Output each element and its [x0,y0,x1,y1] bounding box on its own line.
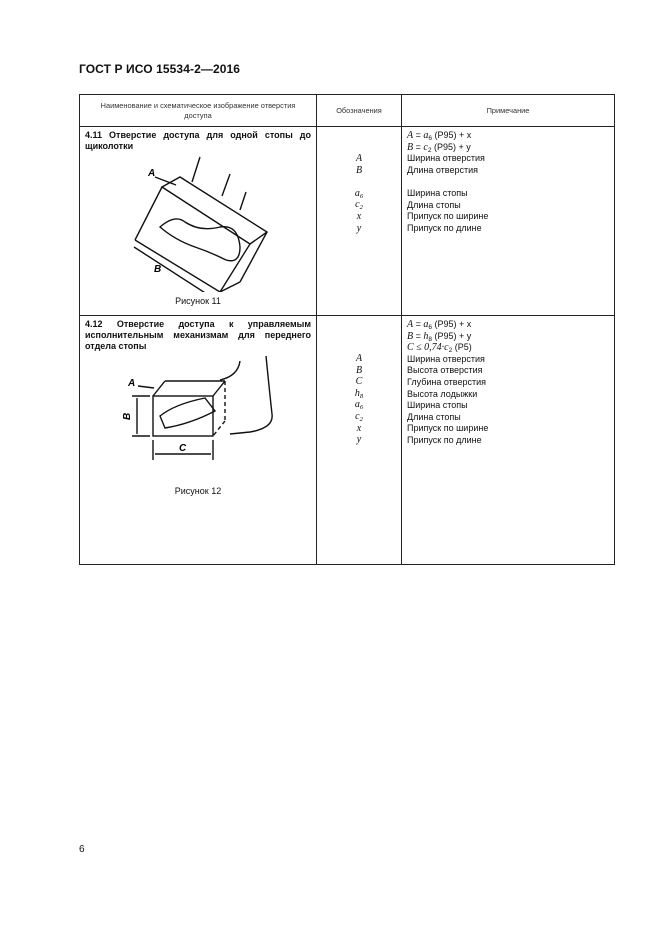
note-list [402,316,614,447]
note: Длина отверстия [407,164,478,175]
figure-label-b: B [154,264,162,275]
note: Припуск по длине [407,434,482,445]
formula: $B = h_8$ (P95) + y [407,330,472,343]
symbol: $c_2$ [355,410,363,423]
figure-label-a: A [148,168,156,179]
symbol: y [356,434,362,446]
note: Ширина стопы [407,187,468,198]
formula: $A = a_6$ (P95) + x [407,130,472,142]
figure-label-a: A [128,378,136,389]
figure-caption: Рисунок 11 [175,296,221,306]
section-title: 4.11 Отверстие доступа для одной стопы до щиколотки [85,130,311,151]
symbol: B [355,364,363,376]
note: Длина стопы [407,199,461,210]
formula: $A = a_6$ (P95) + x [407,319,472,331]
table-row [80,127,615,316]
symbol-list [317,127,401,234]
symbol: A [355,153,363,164]
page-number: 6 [79,844,85,855]
document-title: ГОСТ Р ИСО 15534-2—2016 [79,62,241,76]
symbol: $a_6$ [354,399,364,412]
header-name-text: Наименование и схематическое изображение отверстия доступа [100,100,296,120]
symbol: $c_2$ [355,199,363,212]
note: Припуск по ширине [407,423,489,434]
note: Ширина отверстия [407,353,485,364]
symbol: B [355,164,363,176]
row-name-cell [80,316,317,565]
table-header-row [80,95,615,127]
note: Длина стопы [407,411,461,422]
figure-label-b: B [122,412,133,420]
symbol-list [317,316,401,446]
spec-table [79,94,615,565]
row-notes-cell [402,316,615,565]
note: Высота лодыжки [407,388,478,399]
symbol: $a_6$ [354,187,364,200]
row-name-cell [80,127,317,316]
note: Припуск по длине [407,222,482,233]
formula: $C \le 0,74\cdot c_2$ (P5) [407,342,472,355]
figure-caption: Рисунок 12 [174,486,222,496]
note: Высота отверстия [407,365,483,376]
symbol: A [355,353,363,364]
symbol: y [356,222,362,234]
table-row [80,316,615,565]
row-symbols-cell [317,316,402,565]
symbol: $h_8$ [354,387,364,400]
formula: $B = c_2$ (P95) + y [407,141,471,154]
symbol: x [356,210,362,222]
section-title: 4.12 Отверстие доступа к управляемым исполнительным механизмам для переднего отдела стопы [85,319,311,351]
figure-11-drawing [80,152,315,292]
row-symbols-cell [317,127,402,316]
figure-label-c: C [179,443,187,454]
figure-12-drawing [80,356,315,476]
note: Глубина отверстия [407,376,487,387]
header-name [80,95,317,127]
symbol: C [355,376,363,388]
header-notes: Примечание [402,95,615,127]
header-symbols: Обозначения [317,95,402,127]
note: Припуск по ширине [407,211,489,222]
note-list [402,127,614,234]
note: Ширина стопы [407,400,468,411]
symbol: x [356,422,362,434]
row-notes-cell [402,127,615,316]
note: Ширина отверстия [407,153,485,164]
